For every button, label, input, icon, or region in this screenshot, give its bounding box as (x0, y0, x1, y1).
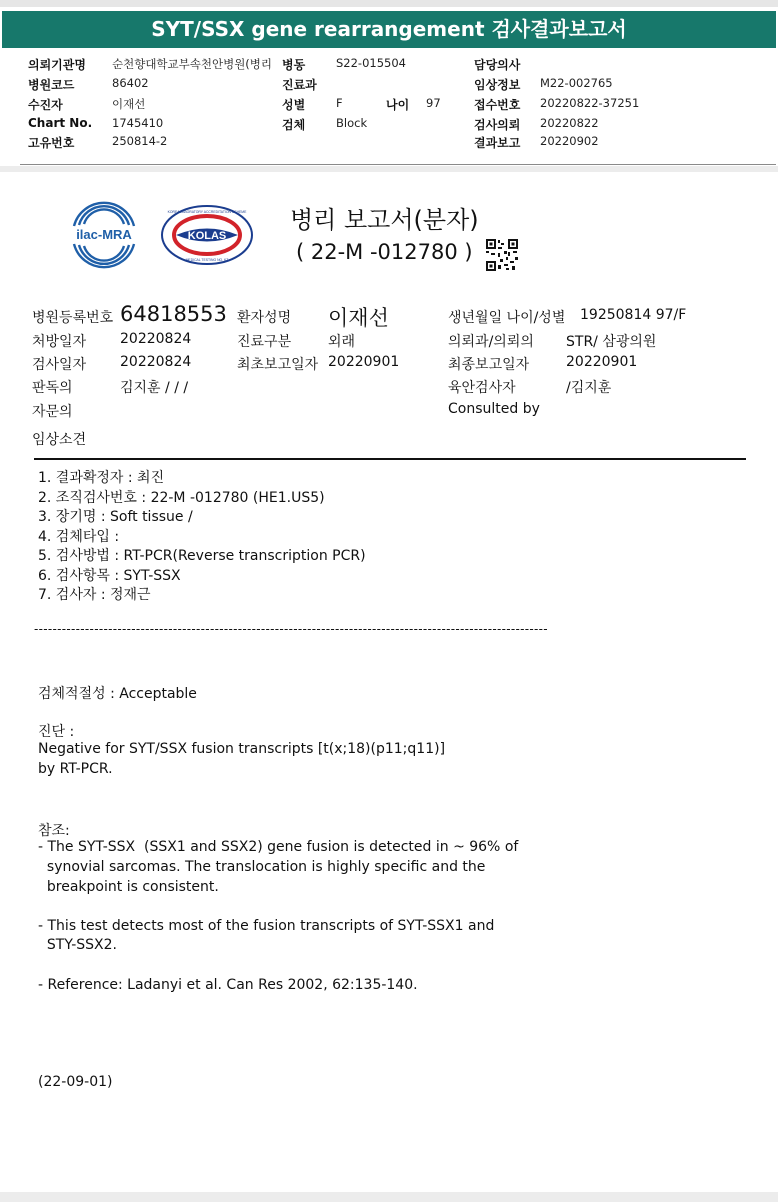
dob-label: 생년월일 나이/성별 (448, 310, 566, 326)
patient-label: 수진자 (28, 98, 63, 112)
diagnosis-label: 진단 : (38, 724, 75, 740)
final-report-value: 20220901 (566, 354, 638, 370)
age-value: 97 (426, 96, 441, 110)
receipt-label: 접수번호 (474, 98, 521, 112)
final-report-label: 최종보고일자 (448, 357, 530, 373)
svg-text:ilac-MRA: ilac-MRA (76, 227, 132, 242)
rx-date-value: 20220824 (120, 331, 192, 347)
institution-value: 순천향대학교부속천안병원(병리 (112, 57, 273, 71)
reader-value: 김지훈 / / / (120, 380, 189, 396)
reference-label: 참조: (38, 823, 70, 839)
institution-label: 의뢰기관명 (28, 58, 86, 72)
reference-line: STY-SSX2. (38, 937, 118, 953)
report-number: ( 22-M -012780 ) (296, 240, 473, 264)
adequacy-text: 검체적절성 : Acceptable (38, 686, 197, 702)
rx-date-label: 처방일자 (32, 334, 87, 350)
svg-text:KOREA LABORATORY ACCREDITATION: KOREA LABORATORY ACCREDITATION SCHEME (167, 210, 247, 214)
hospital-code-label: 병원코드 (28, 78, 75, 92)
hospital-code-value: 86402 (112, 76, 149, 90)
reference-line: breakpoint is consistent. (38, 879, 219, 895)
dob-value: 19250814 97/F (580, 307, 687, 323)
exam-date-value: 20220824 (120, 354, 192, 370)
reference-line: synovial sarcomas. The translocation is highly specific and the (38, 859, 486, 875)
unique-value: 250814-2 (112, 134, 168, 148)
gross-label: 육안검사자 (448, 380, 516, 396)
item-line: 6. 검사항목 : SYT-SSX (38, 568, 181, 584)
receipt-value: 20220822-37251 (540, 96, 640, 110)
header-divider (20, 164, 776, 165)
consultant-label: 자문의 (32, 404, 73, 420)
patient-value: 이재선 (112, 97, 146, 111)
kolas-logo (160, 204, 254, 266)
clinical-finding-label: 임상소견 (32, 432, 87, 448)
ilac-mra-logo (66, 198, 142, 272)
reference-line: - The SYT-SSX (SSX1 and SSX2) gene fusion is detected in ~ 96% of (38, 839, 519, 855)
top-strip (0, 0, 778, 7)
unique-label: 고유번호 (28, 136, 75, 150)
item-line: 3. 장기명 : Soft tissue / (38, 509, 193, 525)
item-line: 7. 검사자 : 정재근 (38, 587, 151, 603)
specimen-label: 검체 (282, 118, 306, 132)
request-label: 검사의뢰 (474, 118, 521, 132)
item-line: 2. 조직검사번호 : 22-M -012780 (HE1.US5) (38, 490, 325, 506)
reg-no-value: 64818553 (120, 302, 227, 326)
chart-value: 1745410 (112, 116, 164, 130)
diagnosis-line: by RT-PCR. (38, 761, 113, 777)
section-band (0, 166, 778, 172)
qr-code-icon (486, 239, 518, 271)
clinical-info-label: 임상정보 (474, 78, 521, 92)
sex-label: 성별 (282, 98, 306, 112)
reference-line: - This test detects most of the fusion transcripts of SYT-SSX1 and (38, 918, 495, 934)
name-label: 환자성명 (237, 310, 292, 326)
ward-value: S22-015504 (336, 56, 406, 70)
gross-value: /김지훈 (566, 380, 612, 396)
ward-label: 병동 (282, 58, 306, 72)
specimen-value: Block (336, 116, 368, 130)
first-report-label: 최초보고일자 (237, 357, 319, 373)
reg-no-label: 병원등록번호 (32, 310, 114, 326)
report-date: (22-09-01) (38, 1074, 113, 1090)
item-line: 1. 결과확정자 : 최진 (38, 470, 165, 486)
age-label: 나이 (386, 98, 410, 112)
report-title-bar: SYT/SSX gene rearrangement 검사결과보고서 (2, 11, 776, 48)
dashed-divider: --------------------------------------------------------------------------------------------------------------- (34, 622, 548, 636)
dept-label: 진료과 (282, 78, 317, 92)
item-line: 4. 검체타입 : (38, 529, 120, 545)
chart-label: Chart No. (28, 116, 93, 130)
first-report-value: 20220901 (328, 354, 400, 370)
item-line: 5. 검사방법 : RT-PCR(Reverse transcription PCR) (38, 548, 366, 564)
svg-text:KOLAS: KOLAS (187, 230, 227, 242)
svg-text:MEDICAL TESTING NO. KT: MEDICAL TESTING NO. KT (185, 258, 229, 262)
result-value: 20220902 (540, 134, 599, 148)
reference-line: - Reference: Ladanyi et al. Can Res 2002, 62:135-140. (38, 977, 418, 993)
category-label: 진료구분 (237, 334, 292, 350)
report-heading: 병리 보고서(분자) (290, 206, 479, 234)
result-label: 결과보고 (474, 136, 521, 150)
bottom-strip (0, 1192, 778, 1202)
request-value: 20220822 (540, 116, 599, 130)
referral-value: STR/ 삼광의원 (566, 334, 657, 350)
clinical-info-value: M22-002765 (540, 76, 613, 90)
reader-label: 판독의 (32, 380, 73, 396)
name-value: 이재선 (328, 306, 389, 330)
diagnosis-line: Negative for SYT/SSX fusion transcripts [t(x;18)(p11;q11)] (38, 741, 446, 757)
doctor-label: 담당의사 (474, 58, 521, 72)
sex-value: F (336, 96, 343, 110)
referral-label: 의뢰과/의뢰의 (448, 334, 534, 350)
exam-date-label: 검사일자 (32, 357, 87, 373)
category-value: 외래 (328, 334, 356, 350)
consulted-by-label: Consulted by (448, 401, 540, 417)
body-separator (34, 458, 746, 460)
